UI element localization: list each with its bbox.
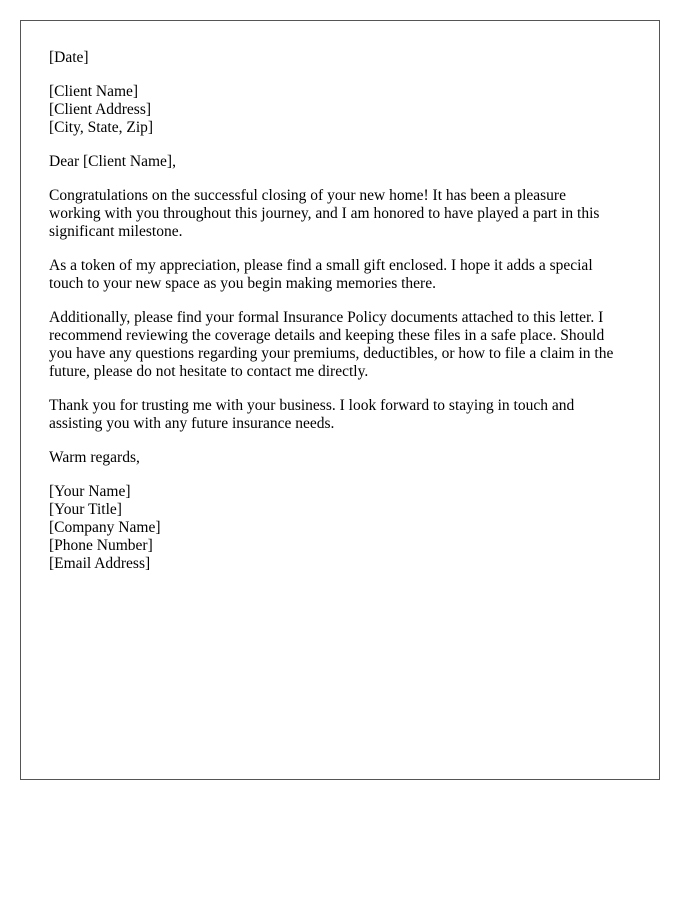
letter-date: [49, 49, 639, 67]
paragraph-line: working with you throughout this journey, and I am honored to have played a part in this: [49, 205, 600, 222]
closing: [49, 449, 639, 467]
salutation-text: Dear [Client Name],: [49, 153, 176, 170]
paragraph-line: Congratulations on the successful closing of your new home! It has been a pleasure: [49, 187, 566, 204]
paragraph-thanks: [49, 397, 639, 433]
recipient-address-block: [49, 83, 639, 137]
signature-block: [49, 483, 639, 573]
closing-text: Warm regards,: [49, 449, 140, 466]
paragraph-line: assisting you with any future insurance needs.: [49, 415, 335, 432]
paragraph-congratulations: [49, 187, 639, 241]
paragraph-line: recommend reviewing the coverage details and keeping these files in a safe place. Should: [49, 327, 605, 344]
letter-page: [20, 20, 660, 780]
recipient-name: [Client Name]: [49, 83, 139, 100]
paragraph-policy-documents: [49, 309, 639, 381]
sender-title: [Your Title]: [49, 501, 122, 518]
paragraph-gift: [49, 257, 639, 293]
paragraph-line: significant milestone.: [49, 223, 183, 240]
recipient-city-state-zip: [City, State, Zip]: [49, 119, 154, 136]
date-text: [Date]: [49, 49, 89, 66]
sender-name: [Your Name]: [49, 483, 131, 500]
sender-phone: [Phone Number]: [49, 537, 153, 554]
sender-email: [Email Address]: [49, 555, 151, 572]
paragraph-line: touch to your new space as you begin making memories there.: [49, 275, 436, 292]
recipient-address: [Client Address]: [49, 101, 152, 118]
paragraph-line: Thank you for trusting me with your business. I look forward to staying in touch and: [49, 397, 575, 414]
letter-body: [49, 49, 639, 589]
paragraph-line: you have any questions regarding your premiums, deductibles, or how to file a claim in the: [49, 345, 614, 362]
sender-company: [Company Name]: [49, 519, 161, 536]
salutation: [49, 153, 639, 171]
paragraph-line: As a token of my appreciation, please find a small gift enclosed. I hope it adds a special: [49, 257, 593, 274]
paragraph-line: future, please do not hesitate to contact me directly.: [49, 363, 369, 380]
paragraph-line: Additionally, please find your formal Insurance Policy documents attached to this letter. I: [49, 309, 604, 326]
